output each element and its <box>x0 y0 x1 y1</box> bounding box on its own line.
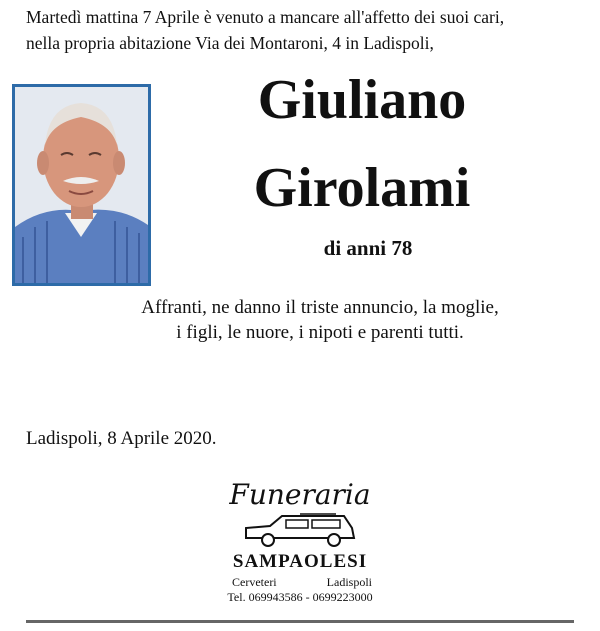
funeral-home-title: Funeraria <box>229 478 371 511</box>
bottom-divider <box>26 620 574 623</box>
deceased-first-name: Giuliano <box>257 69 467 131</box>
deceased-age: di anni 78 <box>323 236 413 260</box>
funeral-home-phone: Tel. 069943586 - 0699223000 <box>227 590 373 604</box>
portrait-illustration <box>15 87 148 283</box>
funeral-home-name: SAMPAOLESI <box>232 551 368 572</box>
town-cerveteri: Cerveteri <box>232 575 277 589</box>
hearse-icon <box>240 510 360 550</box>
announcement-line-1: Affranti, ne danno il triste annuncio, la moglie, <box>141 297 499 318</box>
funeral-home-logo <box>210 472 390 612</box>
deceased-last-name: Girolami <box>253 157 471 219</box>
announcement-text <box>110 295 530 345</box>
announcement-line-2: i figli, le nuore, i nipoti e parenti tutti. <box>176 322 464 343</box>
portrait-photo <box>12 84 151 286</box>
intro-line-2: nella propria abitazione Via dei Montaroni, 4 in Ladispoli, <box>26 33 434 53</box>
intro-line-1: Martedì mattina 7 Aprile è venuto a mancare all'affetto dei suoi cari, <box>26 7 505 27</box>
town-ladispoli: Ladispoli <box>326 575 372 589</box>
place-date: Ladispoli, 8 Aprile 2020. <box>26 428 217 449</box>
intro-text <box>26 4 586 56</box>
